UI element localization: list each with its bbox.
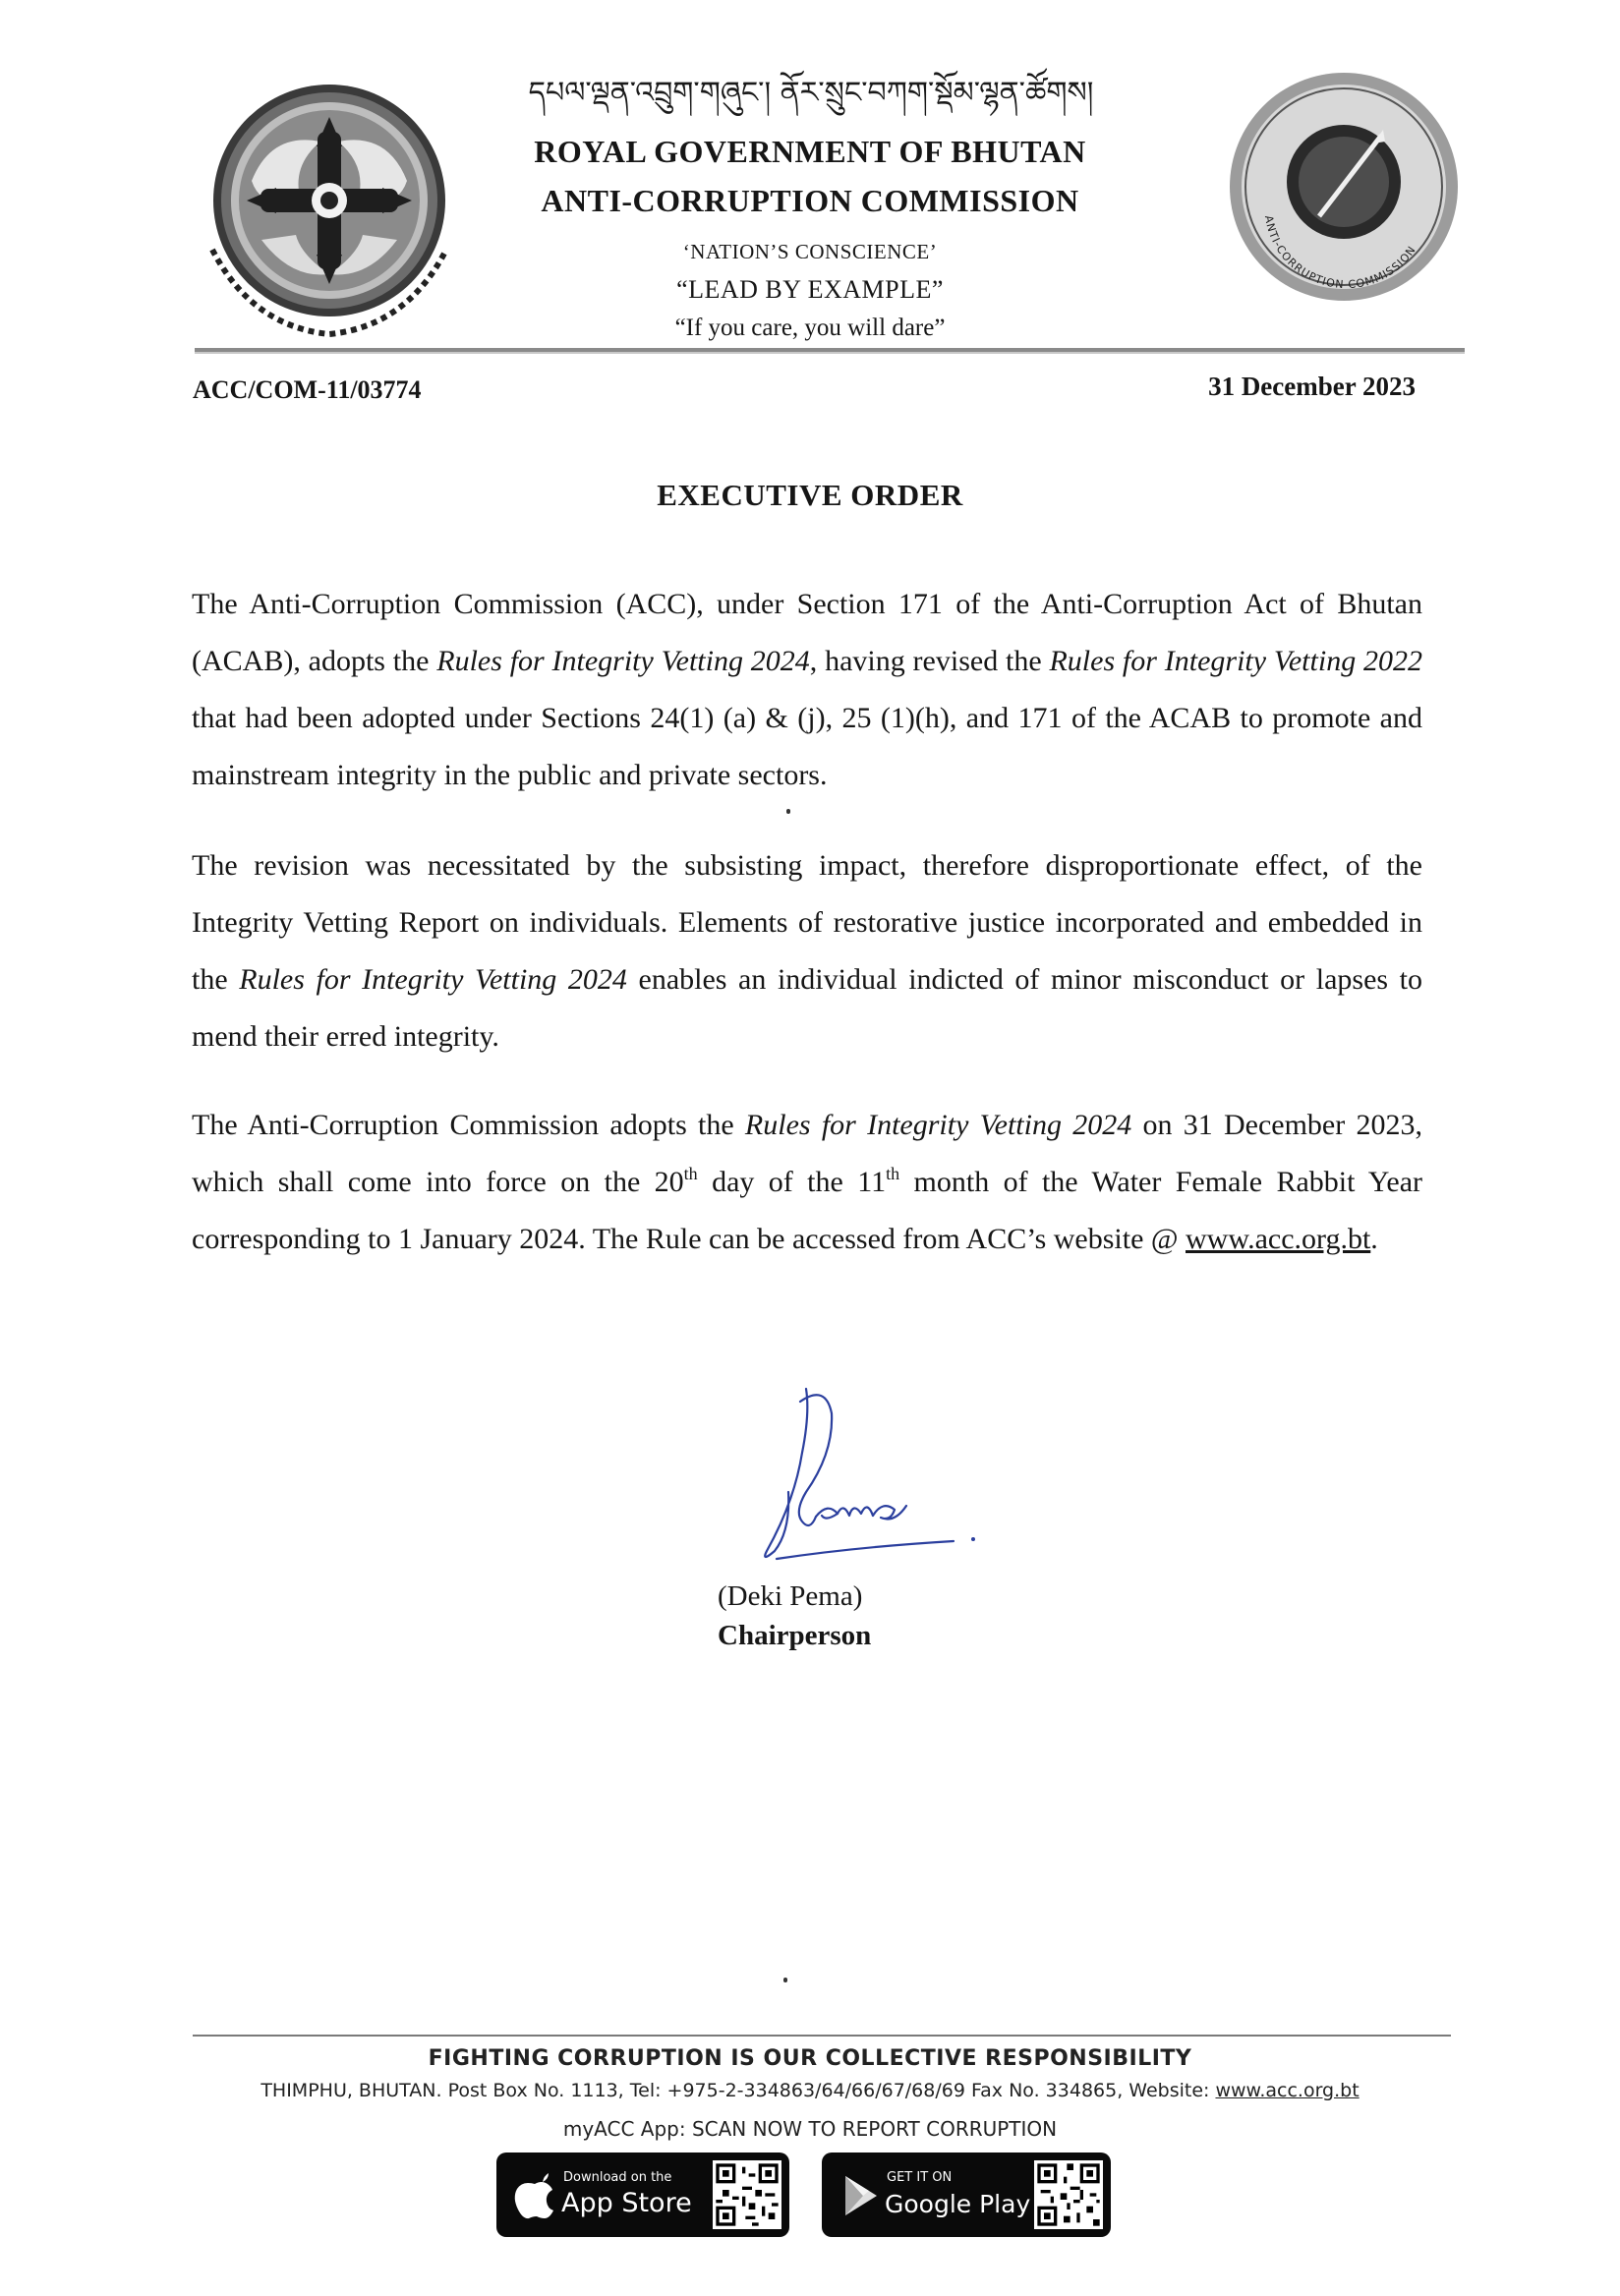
google-play-badge[interactable] bbox=[822, 2152, 1111, 2237]
google-play-label: Google Play bbox=[885, 2190, 1031, 2218]
google-play-small-label: GET IT ON bbox=[887, 2170, 953, 2185]
motto-lead: “LEAD BY EXAMPLE” bbox=[676, 275, 944, 304]
handwritten-signature bbox=[747, 1384, 983, 1571]
svg-text:དཔལ་ལྡན་འབྲུག་གཞུང་། ནོར་སྲུང་: དཔལ་ལྡན་འབྲུག་གཞུང་། ནོར་སྲུང་བཀག་སྡོམ་ལྷན་ཚོགས། bbox=[528, 76, 1094, 110]
paragraph-1: The Anti-Corruption Commission (ACC), under Section 171 of the Anti-Corruption Act of Bhutan (ACAB), adopts the Rules for Integrity Vetting 2024, having revised the Rules for Integrity Vetting 2022 that had been adopted under Sections 24(1) (a) & (j), 25 (1)(h), and 171 of the ACAB to promote and mainstream integrity in the public and private sectors. bbox=[192, 588, 1422, 791]
paragraph-2: The revision was necessitated by the subsisting impact, therefore disproportionate effect, of the Integrity Vetting Report on individuals. Elements of restorative justice incorporated and embedded in the Rules for Integrity Vetting 2024 enables an individual indicted of minor misconduct or lapses to mend their erred integrity. bbox=[192, 849, 1422, 1053]
google-play-icon bbox=[838, 2172, 883, 2219]
signatory-title: Chairperson bbox=[718, 1620, 872, 1651]
app-store-label: App Store bbox=[561, 2188, 692, 2218]
motto-dare: “If you care, you will dare” bbox=[674, 315, 946, 341]
scan-speck bbox=[783, 1978, 787, 1982]
document-date: 31 December 2023 bbox=[1208, 372, 1416, 401]
dzongkha-heading bbox=[462, 61, 1160, 120]
svg-text:ANTI-CORRUPTION COMMISSION: ANTI-CORRUPTION COMMISSION bbox=[1261, 214, 1419, 292]
document-title: EXECUTIVE ORDER bbox=[657, 478, 963, 512]
apple-icon bbox=[512, 2172, 557, 2219]
scan-speck bbox=[786, 809, 790, 814]
reference-number: ACC/COM-11/03774 bbox=[193, 375, 422, 404]
signatory-name: (Deki Pema) bbox=[718, 1580, 863, 1612]
qr-code-icon bbox=[1034, 2160, 1103, 2229]
footer-address: THIMPHU, BHUTAN. Post Box No. 1113, Tel: +975-2-334863/64/66/67/68/69 Fax No. 334865, Website: www.acc.org.bt bbox=[260, 2080, 1360, 2101]
footer-slogan: FIGHTING CORRUPTION IS OUR COLLECTIVE RESPONSIBILITY bbox=[428, 2046, 1192, 2071]
government-name: ROYAL GOVERNMENT OF BHUTAN bbox=[534, 134, 1086, 169]
footer-website-link[interactable]: www.acc.org.bt bbox=[1215, 2080, 1360, 2101]
footer-app-line: myACC App: SCAN NOW TO REPORT CORRUPTION bbox=[562, 2117, 1058, 2141]
acc-seal-icon bbox=[1226, 69, 1462, 305]
qr-code-icon bbox=[713, 2160, 781, 2229]
commission-name: ANTI-CORRUPTION COMMISSION bbox=[541, 183, 1079, 218]
app-store-badge[interactable] bbox=[496, 2152, 789, 2237]
footer-divider bbox=[193, 2035, 1451, 2037]
header-divider bbox=[195, 348, 1465, 354]
motto-conscience: ‘NATION’S CONSCIENCE’ bbox=[682, 240, 938, 263]
app-store-small-label: Download on the bbox=[563, 2170, 672, 2185]
paragraph-3: The Anti-Corruption Commission adopts the Rules for Integrity Vetting 2024 on 31 December 2023, which shall come into force on the 20th day of the 11th month of the Water Female Rabbit Year corresponding to 1 January 2024. The Rule can be accessed from ACC’s website @ www.acc.org.bt. bbox=[192, 1109, 1423, 1255]
website-link[interactable]: www.acc.org.bt bbox=[1186, 1223, 1371, 1255]
